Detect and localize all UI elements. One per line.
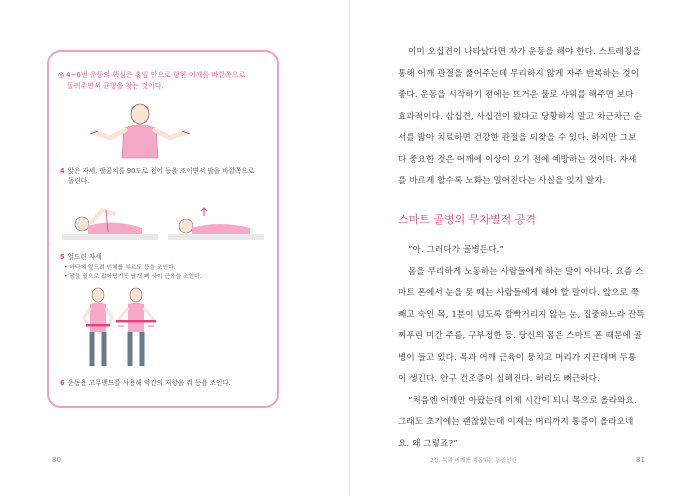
paragraph-2 [398,240,660,455]
step-text: 앉은 자세, 팔꿈치를 90도로 접어 등을 조이면서 팔을 바깥쪽으로 [67,167,255,175]
step-4 [60,166,270,186]
text-line: 이 생긴다. 안구 건조증이 심해진다. 허리도 뻐근하다. [398,374,600,384]
text-line: 통해 어깨 관절을 풀어주는데 무리하지 않게 자주 반복하는 것이 [398,68,640,79]
text-line: 효과적이다. 삼십견, 사십견이 왔다고 당황하지 말고 차근차근 순 [398,111,642,122]
text-line: 마트 폰에서 눈을 못 떼는 사람들에게 해야 할 말이다. 앞으로 쭉 [398,288,640,298]
text-line: 빼고 숙인 목, 1분이 넘도록 깜빡거리지 않는 눈, 집중하느라 잔뜩 [398,309,645,320]
intro-note [58,70,273,92]
step-text: 운동용 고무밴드를 사용해 약간의 저항을 줘 등을 조인다. [67,379,231,387]
text-line: 몸을 무리하게 노동하는 사람들에게 하는 말이 아니다. 요즘 스 [408,266,644,277]
text-line: 요. 왜 그렇죠?” [398,438,458,449]
text-line: “아. 그러다가 골병든다.” [408,245,504,255]
text-line: 다 중요한 것은 어깨에 이상이 오기 전에 예방하는 것이다. 자세 [398,154,637,165]
text-line: “처음엔 어깨만 아팠는데 이제 시간이 되니 목으로 올라와요. [408,395,637,406]
running-header: 2장. 목과 어깨를 괴롭히는 통증신안 [430,458,517,464]
text-line: 서를 밟아 치료하면 건강한 관절을 되찾을 수 있다. 하지만 그보 [398,133,637,143]
text-line: 병이 들고 있다. 목과 어깨 근육이 뭉치고 머리가 지끈대며 두통 [398,352,637,363]
step-5-bullets [64,264,264,282]
step-number: 5 [60,253,65,261]
intro-bullet-icon: ◎ [58,71,65,79]
page-number-left: 80 [52,456,61,464]
text-line: 찌푸린 미간 주름, 구부정한 등. 당신의 몸은 스마트 폰 때문에 골 [398,331,643,341]
page-number-right: 81 [636,456,645,464]
text-line: 이미 오십견이 나타났다면 자가 운동을 해야 한다. 스트레칭을 [408,47,641,57]
text-line: 를 바르게 할수록 노화는 멀어진다는 사실을 잊지 말자. [398,176,606,186]
prone-figure-illustration-1 [62,202,158,242]
paragraph-1 [398,42,660,193]
seated-figure-illustration [88,98,192,160]
section-heading: 스마트 골병의 무차별적 공격 [398,213,537,226]
text-line: 그래도 초기에는 괜찮았는데 이제는 머리까지 통증이 올라오네 [398,417,634,427]
list-item: • 팔을 밑으로 잡아당기듯 날개 뼈 사이 근육을 조인다. [64,274,202,280]
step-number: 6 [60,379,65,387]
list-item: • 바닥에 엎드려 인체를 부르도 등을 조인다. [64,265,176,271]
intro-line: 돌려주면서 균형을 찾는 것이다. [67,82,164,90]
page-gutter [349,0,350,496]
step-6 [60,378,270,388]
step-title: 엎드린 자세 [67,253,102,261]
intro-line: 4~6번 운동의 핵심은 흉일 안으로 향한 어깨를 바깥쪽으로 [66,71,246,79]
step-text: 돌린다. [68,177,90,185]
step-number: 4 [60,167,65,175]
band-figure-illustration-2 [114,286,160,370]
text-line: 좋다. 운동을 시작하기 전에는 뜨거운 물로 샤워를 해주면 보다 [398,90,634,100]
prone-figure-illustration-2 [168,206,264,242]
step-5 [60,252,270,262]
